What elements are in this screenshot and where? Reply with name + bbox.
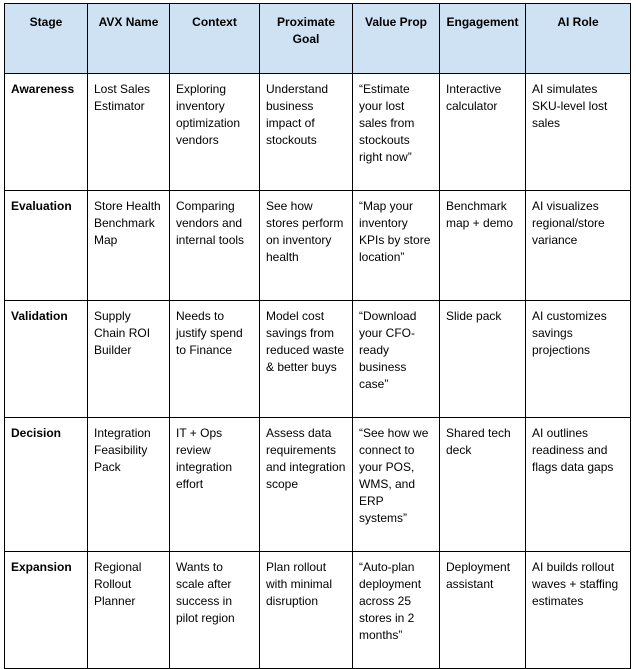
table-row (5, 301, 631, 418)
stage-cell: Validation (5, 301, 88, 418)
ai-role-cell: AI visualizes regional/store variance (526, 191, 631, 301)
value-prop-cell: “Estimate your lost sales from stockouts right now” (353, 74, 440, 191)
avx-name-cell: Integration Feasibility Pack (88, 418, 170, 552)
context-cell: Exploring inventory optimization vendors (170, 74, 260, 191)
header-context: Context (170, 4, 260, 74)
ai-role-cell: AI outlines readiness and flags data gaps (526, 418, 631, 552)
engagement-cell: Interactive calculator (440, 74, 526, 191)
value-prop-cell: “See how we connect to your POS, WMS, and ERP systems” (353, 418, 440, 552)
table-row (5, 552, 631, 669)
table-row (5, 74, 631, 191)
header-engagement: Engagement (440, 4, 526, 74)
context-cell: Comparing vendors and internal tools (170, 191, 260, 301)
table-row (5, 191, 631, 301)
avx-name-cell: Store Health Benchmark Map (88, 191, 170, 301)
value-prop-cell: “Map your inventory KPIs by store location” (353, 191, 440, 301)
stage-cell: Expansion (5, 552, 88, 669)
goal-cell: Assess data requirements and integration scope (260, 418, 353, 552)
table-body (5, 74, 631, 669)
header-stage: Stage (5, 4, 88, 74)
header-proximate-goal: Proximate Goal (260, 4, 353, 74)
context-cell: Needs to justify spend to Finance (170, 301, 260, 418)
value-prop-cell: “Auto-plan deployment across 25 stores in 2 months” (353, 552, 440, 669)
engagement-cell: Deployment assistant (440, 552, 526, 669)
header-row (5, 4, 631, 74)
goal-cell: See how stores perform on inventory health (260, 191, 353, 301)
stage-cell: Awareness (5, 74, 88, 191)
context-cell: Wants to scale after success in pilot region (170, 552, 260, 669)
stage-cell: Evaluation (5, 191, 88, 301)
engagement-cell: Shared tech deck (440, 418, 526, 552)
context-cell: IT + Ops review integration effort (170, 418, 260, 552)
goal-cell: Model cost savings from reduced waste & better buys (260, 301, 353, 418)
stage-matrix-table (4, 3, 631, 669)
header-avx-name: AVX Name (88, 4, 170, 74)
avx-name-cell: Lost Sales Estimator (88, 74, 170, 191)
table-row (5, 418, 631, 552)
table-header (5, 4, 631, 74)
value-prop-cell: “Download your CFO-ready business case” (353, 301, 440, 418)
ai-role-cell: AI simulates SKU-level lost sales (526, 74, 631, 191)
ai-role-cell: AI builds rollout waves + staffing estimates (526, 552, 631, 669)
goal-cell: Plan rollout with minimal disruption (260, 552, 353, 669)
ai-role-cell: AI customizes savings projections (526, 301, 631, 418)
stage-cell: Decision (5, 418, 88, 552)
header-value-prop: Value Prop (353, 4, 440, 74)
engagement-cell: Slide pack (440, 301, 526, 418)
avx-name-cell: Regional Rollout Planner (88, 552, 170, 669)
goal-cell: Understand business impact of stockouts (260, 74, 353, 191)
engagement-cell: Benchmark map + demo (440, 191, 526, 301)
header-ai-role: AI Role (526, 4, 631, 74)
avx-name-cell: Supply Chain ROI Builder (88, 301, 170, 418)
